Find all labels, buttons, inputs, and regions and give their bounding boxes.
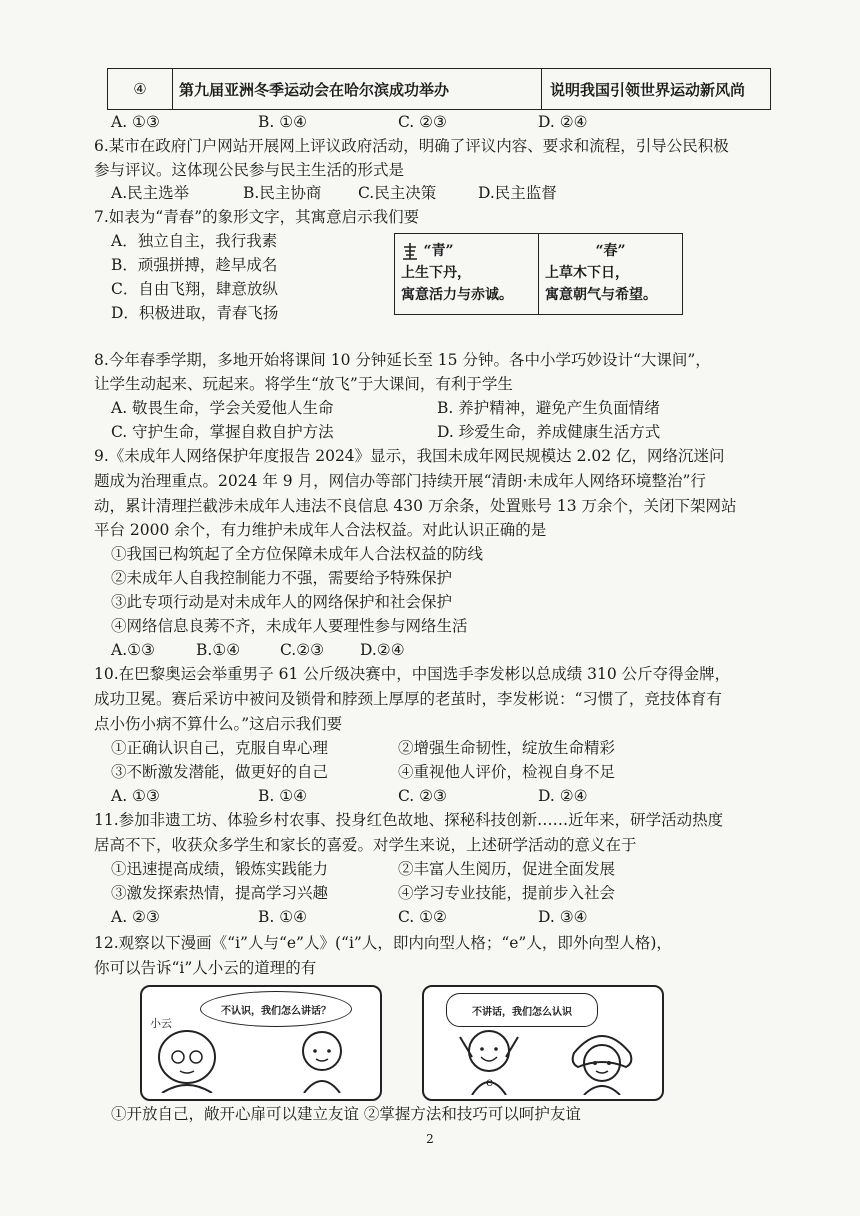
- extrovert-character-small-icon: [292, 1029, 352, 1093]
- q6-stem-line2: 参与评议。这体现公民参与民主生活的形式是: [94, 161, 405, 179]
- q9-stem-line3: 动，累计清理拦截涉未成年人违法不良信息 430 万余条，处置账号 13 万余个，关闭下架网站: [94, 497, 737, 515]
- comic-panel-left: [140, 985, 382, 1101]
- q10-option-c: C. ②③: [398, 787, 447, 805]
- chun-line2: 寓意朝气与希望。: [545, 287, 657, 303]
- q5-option-b: B. ①④: [258, 113, 308, 131]
- q5-option-c: C. ②③: [398, 113, 447, 131]
- comic-right-speech-bubble: 不讲话，我们怎么认识: [446, 993, 598, 1027]
- q12-items-line: ①开放自己，敞开心扉可以建立友谊 ②掌握方法和技巧可以呵护友谊: [111, 1105, 581, 1123]
- qing-line1: 上生下丹，: [401, 265, 471, 281]
- comic-left-name-label: 小云: [150, 1017, 172, 1030]
- introvert-character-icon: [152, 1027, 222, 1093]
- q6-option-a: A.民主选举: [111, 184, 190, 202]
- q10-item-2: ②增强生命韧性，绽放生命精彩: [398, 739, 616, 757]
- q9-option-a: A.①③: [111, 641, 155, 659]
- q7-option-a: A．独立自主，我行我素: [111, 232, 278, 250]
- q5-option-a: A. ①③: [111, 113, 160, 131]
- page-number: 2: [426, 1132, 434, 1146]
- q6-option-b: B.民主协商: [243, 184, 322, 202]
- q8-stem-line2: 让学生动起来、玩起来。将学生“放飞”于大课间，有利于学生: [94, 375, 513, 393]
- q7-stem: 7.如表为“青春”的象形文字，其寓意启示我们要: [94, 208, 420, 226]
- q11-option-a: A. ②③: [111, 908, 160, 926]
- q5-option-d: D. ②④: [538, 113, 588, 131]
- comic-left-speech-bubble: 不认识，我们怎么讲话？: [200, 991, 352, 1027]
- q9-stem-line4: 平台 2000 余个，有力维护未成年人合法权益。对此认识正确的是: [94, 521, 547, 539]
- comic-panel-right: [422, 985, 664, 1101]
- q11-item-3: ③激发探索热情，提高学习兴趣: [111, 884, 329, 902]
- qing-line2: 寓意活力与赤诚。: [401, 287, 513, 303]
- q7-option-d: D．积极进取，青春飞扬: [111, 304, 279, 322]
- q9-item-3: ③此专项行动是对未成年人的网络保护和社会保护: [111, 593, 453, 611]
- q9-item-2: ②未成年人自我控制能力不强，需要给予特殊保护: [111, 569, 453, 587]
- table-cell-meaning: 说明我国引领世界运动新风尚: [550, 80, 746, 99]
- comic-right-letter: e: [486, 1075, 494, 1089]
- q10-option-a: A. ①③: [111, 787, 160, 805]
- q9-option-b: B.①④: [196, 641, 241, 659]
- table-cell-event: 第九届亚洲冬季运动会在哈尔滨成功举办: [173, 69, 542, 109]
- chun-line1: 上草木下日，: [545, 265, 629, 281]
- q7-pictograph-table: [394, 233, 683, 315]
- q11-option-d: D. ③④: [538, 908, 588, 926]
- chun-title: “春”: [595, 243, 626, 259]
- q8-stem-line1: 8.今年春季学期，多地开始将课间 10 分钟延长至 15 分钟。各中小学巧妙设计“大课间”，: [94, 351, 711, 369]
- q7-option-b: B．顽强拼搏，趁早成名: [111, 256, 278, 274]
- q9-item-4: ④网络信息良莠不齐，未成年人要理性参与网络生活: [111, 617, 468, 635]
- q6-option-c: C.民主决策: [358, 184, 437, 202]
- q6-stem-line1: 6.某市在政府门户网站开展网上评议政府活动，明确了评议内容、要求和流程，引导公民积极: [94, 137, 729, 155]
- q10-stem-line3: 点小伤小病不算什么。”这启示我们要: [94, 715, 343, 733]
- q7-option-c: C．自由飞翔，肆意放纵: [111, 280, 278, 298]
- q12-stem-line1: 12.观察以下漫画《“i”人与“e”人》(“i”人，即内向型人格；“e”人，即外向型人格)，: [94, 934, 672, 952]
- q9-option-c: C.②③: [280, 641, 325, 659]
- q9-stem-line1: 9.《未成年人网络保护年度报告 2024》显示，我国未成年网民规模达 2.02 亿，网络沉迷问: [94, 447, 725, 465]
- q10-item-3: ③不断激发潜能，做更好的自己: [111, 763, 329, 781]
- qing-cell: [395, 234, 539, 314]
- q11-item-2: ②丰富人生阅历，促进全面发展: [398, 860, 616, 878]
- q11-option-c: C. ①②: [398, 908, 447, 926]
- q10-stem-line2: 成功卫冕。赛后采访中被问及锁骨和脖颈上厚厚的老茧时，李发彬说：“习惯了，竞技体育有: [94, 690, 722, 708]
- q10-option-d: D. ②④: [538, 787, 588, 805]
- q9-item-1: ①我国已构筑起了全方位保障未成年人合法权益的防线: [111, 545, 484, 563]
- q10-option-b: B. ①④: [258, 787, 308, 805]
- chun-cell: [539, 234, 682, 314]
- top-table-row: [107, 68, 771, 110]
- q10-item-4: ④重视他人评价，检视自身不足: [398, 763, 616, 781]
- q11-option-b: B. ①④: [258, 908, 308, 926]
- q11-item-4: ④学习专业技能，提前步入社会: [398, 884, 616, 902]
- q8-option-c: C. 守护生命，掌握自救自护方法: [111, 423, 334, 441]
- q8-option-a: A. 敬畏生命，学会关爱他人生命: [111, 399, 334, 417]
- q12-stem-line2: 你可以告诉“i”人小云的道理的有: [94, 959, 317, 977]
- q8-option-b: B. 养护精神，避免产生负面情绪: [437, 399, 660, 417]
- q8-option-d: D. 珍爱生命，养成健康生活方式: [437, 423, 661, 441]
- q11-stem-line2: 居高不下，收获众多学生和家长的喜爱。对学生来说，上述研学活动的意义在于: [94, 836, 637, 854]
- table-cell-number: ④: [108, 69, 173, 109]
- qing-glyph-icon: [401, 242, 419, 260]
- q9-stem-line2: 题成为治理重点。2024 年 9 月，网信办等部门持续开展“清朗·未成年人网络环境整治”行: [94, 472, 706, 490]
- q11-stem-line1: 11.参加非遗工坊、体验乡村农事、投身红色故地、探秘科技创新……近年来，研学活动热度: [94, 811, 724, 829]
- q11-item-1: ①迅速提高成绩，锻炼实践能力: [111, 860, 329, 878]
- q10-item-1: ①正确认识自己，克服自卑心理: [111, 739, 329, 757]
- q10-stem-line1: 10.在巴黎奥运会举重男子 61 公斤级决赛中，中国选手李发彬以总成绩 310 公斤夺得金牌，: [94, 665, 731, 683]
- q6-option-d: D.民主监督: [478, 184, 557, 202]
- qing-title: “青”: [423, 243, 454, 259]
- q9-option-d: D.②④: [360, 641, 405, 659]
- girl-character-icon: [564, 1023, 640, 1095]
